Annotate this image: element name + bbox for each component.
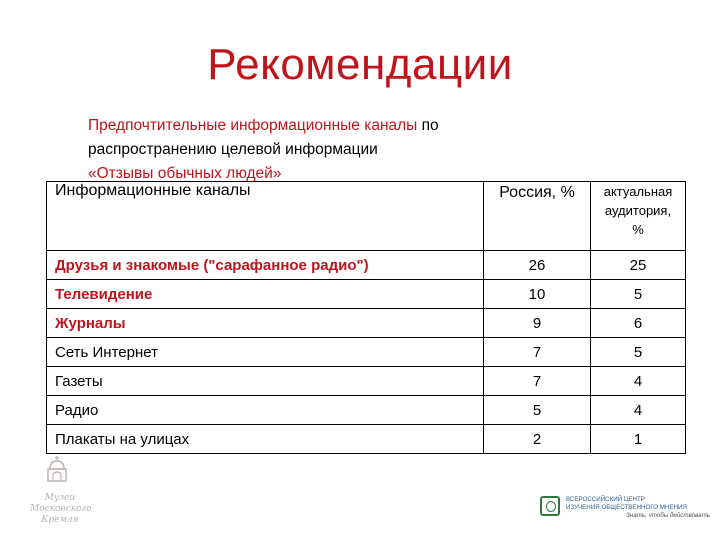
russia-cell: 7 xyxy=(484,367,591,396)
audience-cell: 4 xyxy=(591,396,686,425)
table-row xyxy=(47,367,686,396)
channel-cell: Друзья и знакомые ("сарафанное радио") xyxy=(47,251,484,280)
table-header-row xyxy=(47,182,686,251)
audience-cell: 5 xyxy=(591,280,686,309)
intro-quote: «Отзывы обычных людей» xyxy=(88,165,282,182)
table-row xyxy=(47,425,686,454)
partner-line1: ВСЕРОССИЙСКИЙ ЦЕНТР xyxy=(566,496,645,503)
channel-cell: Журналы xyxy=(47,309,484,338)
header-audience: актуальная аудитория, % xyxy=(591,182,686,251)
partner-logo xyxy=(540,496,710,524)
partner-emblem-icon xyxy=(540,496,560,516)
partner-tagline: Знать, чтобы действовать xyxy=(626,512,710,519)
museum-logo xyxy=(30,455,90,533)
slide-title: Рекомендации xyxy=(207,40,513,89)
channel-cell: Сеть Интернет xyxy=(47,338,484,367)
russia-cell: 7 xyxy=(484,338,591,367)
table-body xyxy=(47,251,686,454)
audience-cell: 1 xyxy=(591,425,686,454)
intro-line2: распространению целевой информации xyxy=(88,141,378,158)
header-russia: Россия, % xyxy=(484,182,591,251)
intro-text xyxy=(88,114,548,185)
museum-logo-text: Музеи Московского Кремля xyxy=(30,493,92,525)
intro-rest: по xyxy=(417,117,439,134)
channel-cell: Телевидение xyxy=(47,280,484,309)
table-row xyxy=(47,251,686,280)
partner-logo-text xyxy=(566,496,710,520)
audience-cell: 25 xyxy=(591,251,686,280)
audience-cell: 5 xyxy=(591,338,686,367)
russia-cell: 26 xyxy=(484,251,591,280)
channel-cell: Радио xyxy=(47,396,484,425)
russia-cell: 2 xyxy=(484,425,591,454)
channel-cell: Плакаты на улицах xyxy=(47,425,484,454)
header-channels: Информационные каналы xyxy=(47,182,484,251)
table-row xyxy=(47,396,686,425)
russia-cell: 5 xyxy=(484,396,591,425)
intro-highlight: Предпочтительные информационные каналы xyxy=(88,117,418,134)
audience-cell: 6 xyxy=(591,309,686,338)
partner-line2: ИЗУЧЕНИЯ ОБЩЕСТВЕННОГО МНЕНИЯ xyxy=(566,504,687,511)
audience-cell: 4 xyxy=(591,367,686,396)
museum-dome-icon xyxy=(44,455,70,485)
table-row xyxy=(47,338,686,367)
russia-cell: 10 xyxy=(484,280,591,309)
russia-cell: 9 xyxy=(484,309,591,338)
table-row xyxy=(47,309,686,338)
channels-table xyxy=(46,181,686,454)
channel-cell: Газеты xyxy=(47,367,484,396)
table-row xyxy=(47,280,686,309)
